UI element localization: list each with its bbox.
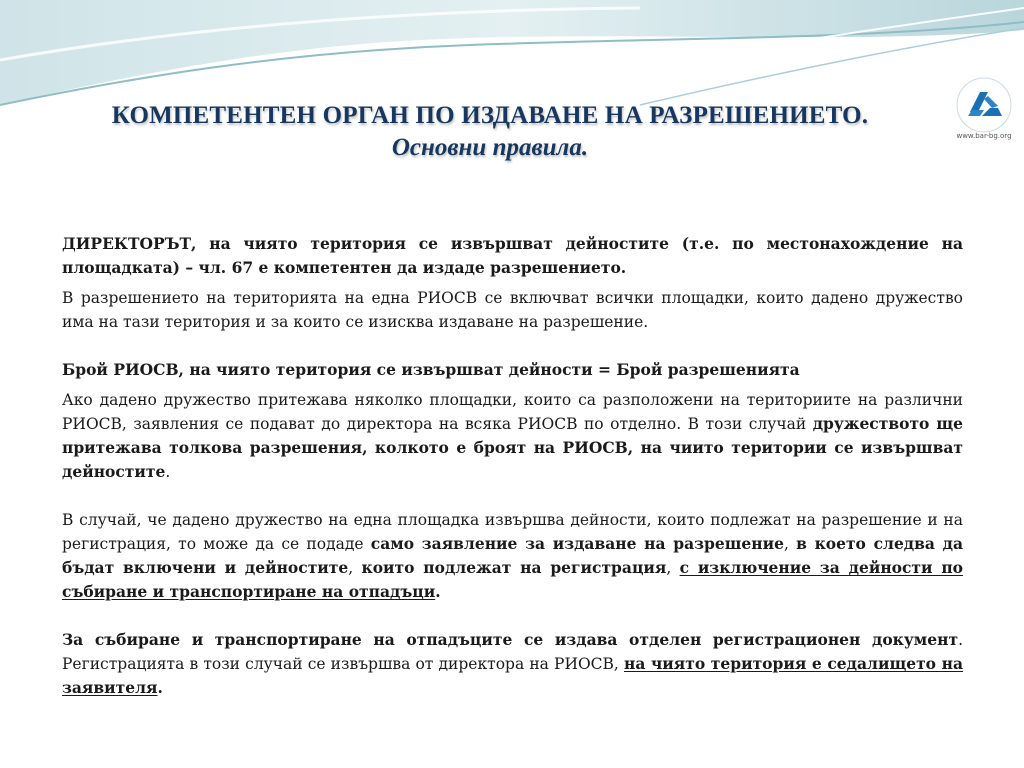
slide-subtitle: Основни правила.: [391, 134, 589, 161]
bar-recycling-logo: [944, 72, 1024, 142]
paragraph-permit-and-registration: [62, 508, 963, 604]
permit-registration-exception: с изключение за дейности по събиране и транспортиране на отпадъци: [62, 558, 964, 601]
permit-registration-sep1: ,: [783, 535, 797, 553]
slide-body: [62, 232, 963, 700]
slide-title: [40, 100, 940, 164]
multiple-sites-text: Ако дадено дружество притежава няколко площадки, които са разположени на териториите на различни РИОСВ, заявления се подават до директора на всяка РИОСВ по отделно. В този случай: [62, 391, 963, 433]
slide-title-main: КОМПЕТЕНТЕН ОРГАН ПО ИЗДАВАНЕ НА РАЗРЕШЕНИЕТО.: [111, 102, 869, 129]
waste-transport-bold: За събиране и транспортиране на отпадъците се издава отделен регистрационен документ: [62, 630, 959, 649]
waste-transport-text: . Регистрацията в този случай се извършва от директора на РИОСВ,: [62, 631, 963, 673]
paragraph-count-rule: [62, 358, 963, 382]
permit-registration-end: .: [435, 582, 441, 601]
permit-registration-sep2: ,: [348, 559, 362, 577]
multiple-sites-bold: дружеството ще притежава толкова разрешения, колкото е броят на РИОСВ, на чиито територии се извършват дейностите: [62, 414, 963, 481]
waste-transport-end: .: [157, 678, 163, 697]
paragraph-multiple-sites: [62, 388, 963, 484]
permit-registration-bold2: в което следва да бъдат включени и дейностите: [62, 534, 964, 577]
count-rule: Брой РИОСВ, на чиято територия се извършват дейности = Брой разрешенията: [62, 360, 800, 379]
permit-registration-text: В случай, че дадено дружество на една площадка извършва дейности, които подлежат на разрешение и на регистрация, то може да се подаде: [62, 511, 963, 553]
director-rule: ДИРЕКТОРЪТ, на чиято територия се извършват дейностите (т.е. по местонахождение на площадката) – чл. 67 е компетентен да издаде разрешението.: [62, 234, 963, 277]
logo-url: www.bar-bg.org: [956, 132, 1012, 140]
paragraph-waste-transport: [62, 628, 963, 700]
paragraph-permit-scope: В разрешението на територията на една РИОСВ се включват всички площадки, които дадено дружество има на тази територия и за които се изисква издаване на разрешение.: [62, 289, 963, 331]
waste-transport-seat: на чиято територия е седалището на заявителя: [62, 654, 963, 697]
permit-registration-bold3: които подлежат на регистрация: [361, 558, 667, 577]
paragraph-director: [62, 232, 963, 280]
permit-registration-bold1: само заявление за издаване на разрешение: [370, 534, 784, 553]
permit-registration-sep3: ,: [666, 559, 680, 577]
multiple-sites-end: .: [165, 463, 171, 481]
